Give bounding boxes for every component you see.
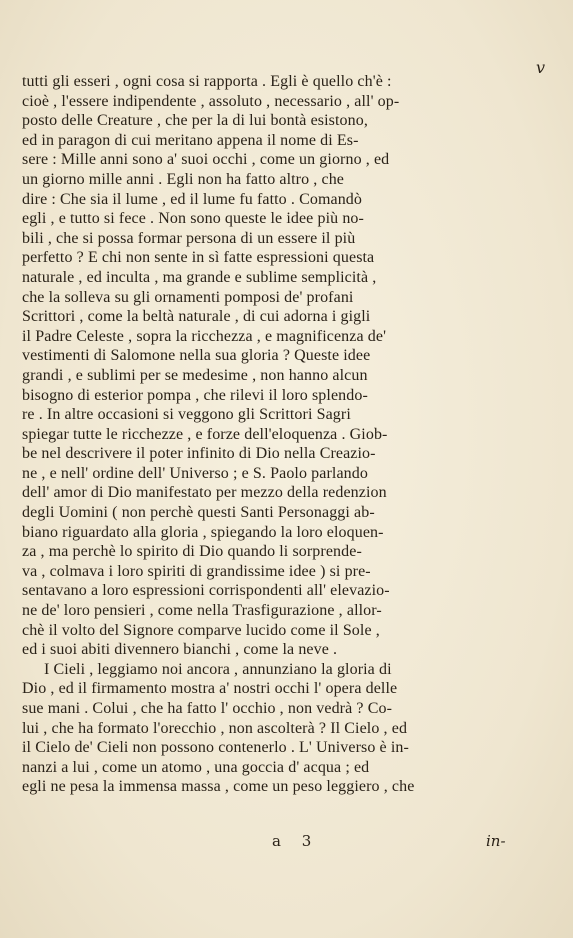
text-line: sue mani . Colui , che ha fatto l' occhio , non vedrà ? Co- [22, 700, 393, 717]
text-line: che la solleva su gli ornamenti pomposi de' profani [22, 288, 354, 306]
signature-mark: a 3 [272, 832, 320, 850]
text-line: tutti gli esseri , ogni cosa si rapporta . Egli è quello ch'è : [22, 73, 392, 90]
text-line: cioè , l'essere indipendente , assoluto , necessario , all' op- [22, 92, 400, 110]
catchword: in- [486, 832, 506, 850]
text-line: I Cieli , leggiamo noi ancora , annunziano la gloria di [44, 660, 392, 678]
page-number: v [535, 58, 545, 77]
text-line: be nel descrivere il poter infinito di Dio nella Creazio- [22, 445, 376, 463]
text-line: naturale , ed inculta , ma grande e sublime semplicità , [22, 268, 377, 286]
text-line: Scrittori , come la beltà naturale , di cui adorna i gigli [22, 308, 371, 326]
text-line: re . In altre occasioni si veggono gli Scrittori Sagri [22, 406, 351, 424]
text-line: egli , e tutto si fece . Non sono queste le idee più no- [22, 210, 364, 228]
text-line: perfetto ? E chi non sente in sì fatte espressioni questa [22, 249, 375, 267]
text-line: ne de' loro pensieri , come nella Trasfigurazione , allor- [22, 602, 382, 620]
text-line: il Padre Celeste , sopra la ricchezza , e magnificenza de' [22, 327, 387, 345]
text-line: nanzi a lui , come un atomo , una goccia d' acqua ; ed [22, 758, 370, 776]
text-line: sentavano a loro espressioni corrispondenti all' elevazio- [22, 582, 390, 600]
text-line: va , colmava i loro spiriti di grandissime idee ) si pre- [22, 562, 371, 580]
text-line: ed i suoi abiti divennero bianchi , come la neve . [22, 641, 338, 659]
text-line: bili , che si possa formar persona di un essere il più [22, 229, 356, 247]
text-line: bisogno di esterior pompa , che rilevi il loro splendo- [22, 386, 368, 404]
text-line: lui , che ha formato l'orecchio , non ascolterà ? Il Cielo , ed [22, 719, 408, 737]
text-line: egli ne pesa la immensa massa , come un peso leggiero , che [22, 778, 415, 796]
text-line: za , ma perchè lo spirito di Dio quando li sorprende- [22, 543, 362, 561]
text-line: Dio , ed il firmamento mostra a' nostri occhi l' opera delle [22, 680, 398, 698]
text-line: ed in paragon di cui meritano appena il nome di Es- [22, 131, 359, 149]
text-line: un giorno mille anni . Egli non ha fatto altro , che [22, 170, 345, 188]
text-line: ne , e nell' ordine dell' Universo ; e S. Paolo parlando [22, 464, 368, 482]
text-line: grandi , e sublimi per se medesime , non hanno alcun [22, 366, 368, 384]
text-line: chè il volto del Signore comparve lucido come il Sole , [22, 621, 380, 639]
body-text [22, 72, 550, 797]
page-footer [0, 832, 573, 856]
text-line: vestimenti di Salomone nella sua gloria ? Queste idee [22, 347, 371, 365]
text-line: il Cielo de' Cieli non possono contenerlo . L' Universo è in- [22, 739, 409, 757]
text-line: biano riguardato alla gloria , spiegando la loro eloquen- [22, 523, 384, 541]
text-line: sere : Mille anni sono a' suoi occhi , come un giorno , ed [22, 151, 390, 169]
text-line: posto delle Creature , che per la di lui bontà esistono, [22, 112, 368, 130]
text-line: spiegar tutte le ricchezze , e forze dell'eloquenza . Giob- [22, 425, 388, 443]
text-line: dell' amor di Dio manifestato per mezzo della redenzion [22, 484, 387, 502]
text-line: dire : Che sia il lume , ed il lume fu fatto . Comandò [22, 190, 363, 208]
text-line: degli Uomini ( non perchè questi Santi Personaggi ab- [22, 504, 375, 522]
